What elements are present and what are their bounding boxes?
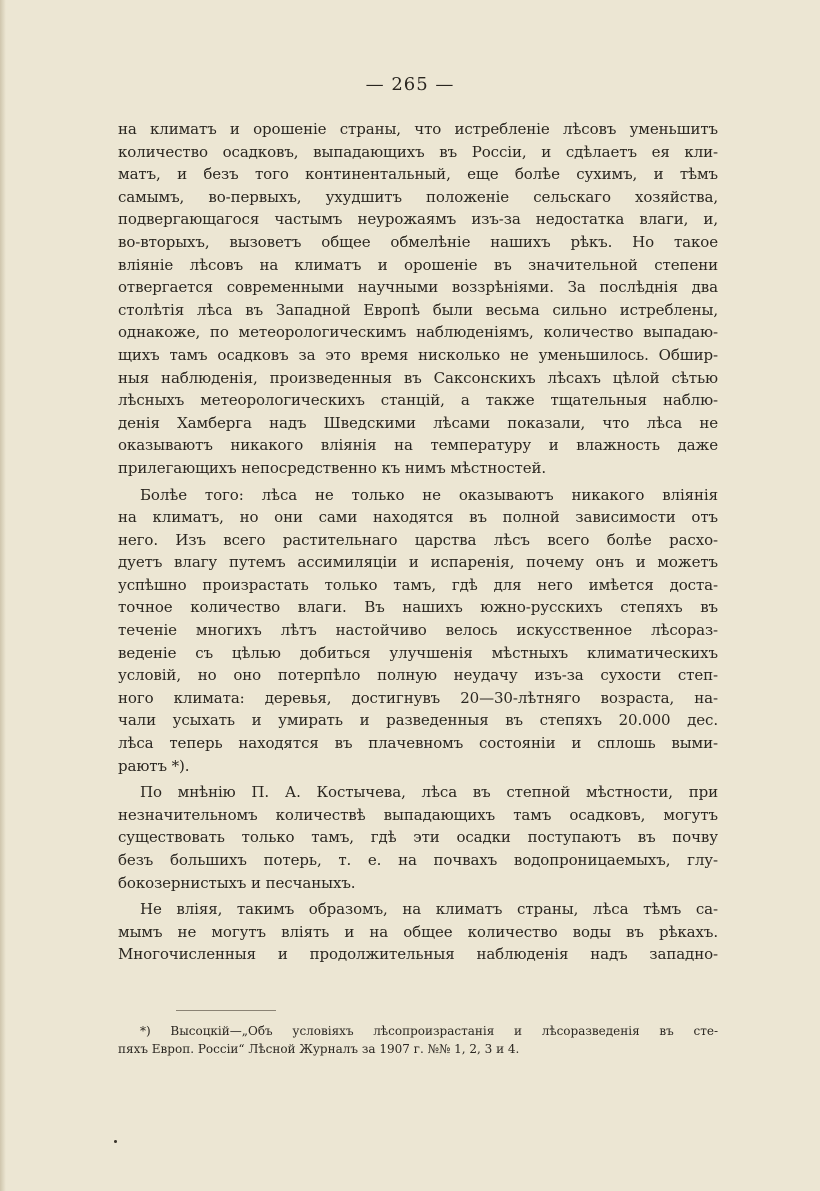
text-line: Болѣе того: лѣса не только не оказываютъ никакого вліянія: [140, 485, 718, 504]
page-binding-edge: [0, 0, 6, 1191]
text-line: вліяніе лѣсовъ на климатъ и орошеніе въ значительной степени: [118, 255, 718, 274]
text-line: на климатъ и орошеніе страны, что истребленіе лѣсовъ уменьшитъ: [118, 120, 718, 138]
text-line: существовать только тамъ, гдѣ эти осадки поступаютъ въ почву: [118, 828, 718, 847]
text-line: подвергающагося частымъ неурожаямъ изъ-за недостатка влаги, и,: [118, 210, 718, 229]
text-line: раютъ *).: [118, 756, 190, 775]
paragraph-1: [118, 118, 718, 480]
text-line: количество осадковъ, выпадающихъ въ Россіи, и сдѣлаетъ ея кли-: [118, 142, 718, 161]
text-line: Многочисленныя и продолжительныя наблюденія надъ западно-: [118, 945, 718, 964]
text-line: на климатъ, но они сами находятся въ полной зависимости отъ: [118, 508, 718, 527]
footnote-separator: [176, 1010, 276, 1011]
text-line: чали усыхать и умирать и разведенныя въ степяхъ 20.000 дес.: [118, 711, 718, 730]
footnote-line: *) Высоцкій—„Объ условіяхъ лѣсопроизрастанія и лѣсоразведенія въ сте-: [140, 1024, 718, 1038]
text-line: условій, но оно потерпѣло полную неудачу изъ-за сухости степ-: [118, 666, 718, 685]
text-line: успѣшно произрастать только тамъ, гдѣ для него имѣется доста-: [118, 575, 718, 594]
text-line: денія Хамберга надъ Шведскими лѣсами показали, что лѣса не: [118, 413, 718, 432]
text-line: во-вторыхъ, вызоветъ общее обмелѣніе нашихъ рѣкъ. Но такое: [118, 232, 718, 251]
text-line: щихъ тамъ осадковъ за это время нисколько не уменьшилось. Обшир-: [118, 345, 718, 364]
body-text: [118, 118, 718, 966]
text-line: лѣса теперь находятся въ плачевномъ состояніи и сплошь выми-: [118, 734, 718, 753]
text-line: веденіе съ цѣлью добиться улучшенія мѣстныхъ климатическихъ: [118, 643, 718, 662]
text-line: точное количество влаги. Въ нашихъ южно-русскихъ степяхъ въ: [118, 598, 718, 617]
page-number: — 265 —: [365, 74, 455, 95]
text-line: теченіе многихъ лѣтъ настойчиво велось искусственное лѣсораз-: [118, 621, 718, 640]
text-line: мымъ не могутъ вліять и на общее количество воды въ рѣкахъ.: [118, 922, 718, 941]
text-line: матъ, и безъ того континентальный, еще болѣе сухимъ, и тѣмъ: [118, 165, 718, 184]
text-line: самымъ, во-первыхъ, ухудшитъ положеніе сельскаго хозяйства,: [118, 187, 718, 206]
text-line: ныя наблюденія, произведенныя въ Саксонскихъ лѣсахъ цѣлой сѣтью: [118, 368, 718, 387]
text-line: По мнѣнію П. А. Костычева, лѣса въ степной мѣстности, при: [140, 783, 718, 802]
ink-speck: [114, 1140, 117, 1143]
paragraph-4: [118, 898, 718, 966]
paragraph-2: [118, 484, 718, 778]
text-line: оказываютъ никакого вліянія на температуру и влажность даже: [118, 436, 718, 455]
text-line: дуетъ влагу путемъ ассимиляціи и испаренія, почему онъ и можетъ: [118, 553, 718, 572]
paragraph-3: [118, 781, 718, 894]
text-line: отвергается современными научными воззрѣніями. За послѣднія два: [118, 278, 718, 297]
text-line: ного климата: деревья, достигнувъ 20—30-лѣтняго возраста, на-: [118, 688, 718, 707]
footnote-line: пяхъ Европ. Россіи“ Лѣсной Журналъ за 1907 г. №№ 1, 2, 3 и 4.: [118, 1042, 520, 1056]
text-line: бокозернистыхъ и песчаныхъ.: [118, 873, 356, 892]
footnote: [118, 1022, 718, 1058]
text-line: однакоже, по метеорологическимъ наблюденіямъ, количество выпадаю-: [118, 323, 718, 342]
text-line: него. Изъ всего растительнаго царства лѣсъ всего болѣе расхо-: [118, 530, 718, 549]
text-line: безъ большихъ потерь, т. е. на почвахъ водопроницаемыхъ, глу-: [118, 851, 718, 869]
text-line: незначительномъ количествѣ выпадающихъ тамъ осадковъ, могутъ: [118, 805, 718, 824]
text-line: Не вліяя, такимъ образомъ, на климатъ страны, лѣса тѣмъ са-: [140, 900, 718, 919]
text-line: столѣтія лѣса въ Западной Европѣ были весьма сильно истреблены,: [118, 300, 718, 319]
text-line: лѣсныхъ метеорологическихъ станцій, а также тщательныя наблю-: [118, 391, 718, 410]
text-line: прилегающихъ непосредственно къ нимъ мѣстностей.: [118, 458, 547, 477]
